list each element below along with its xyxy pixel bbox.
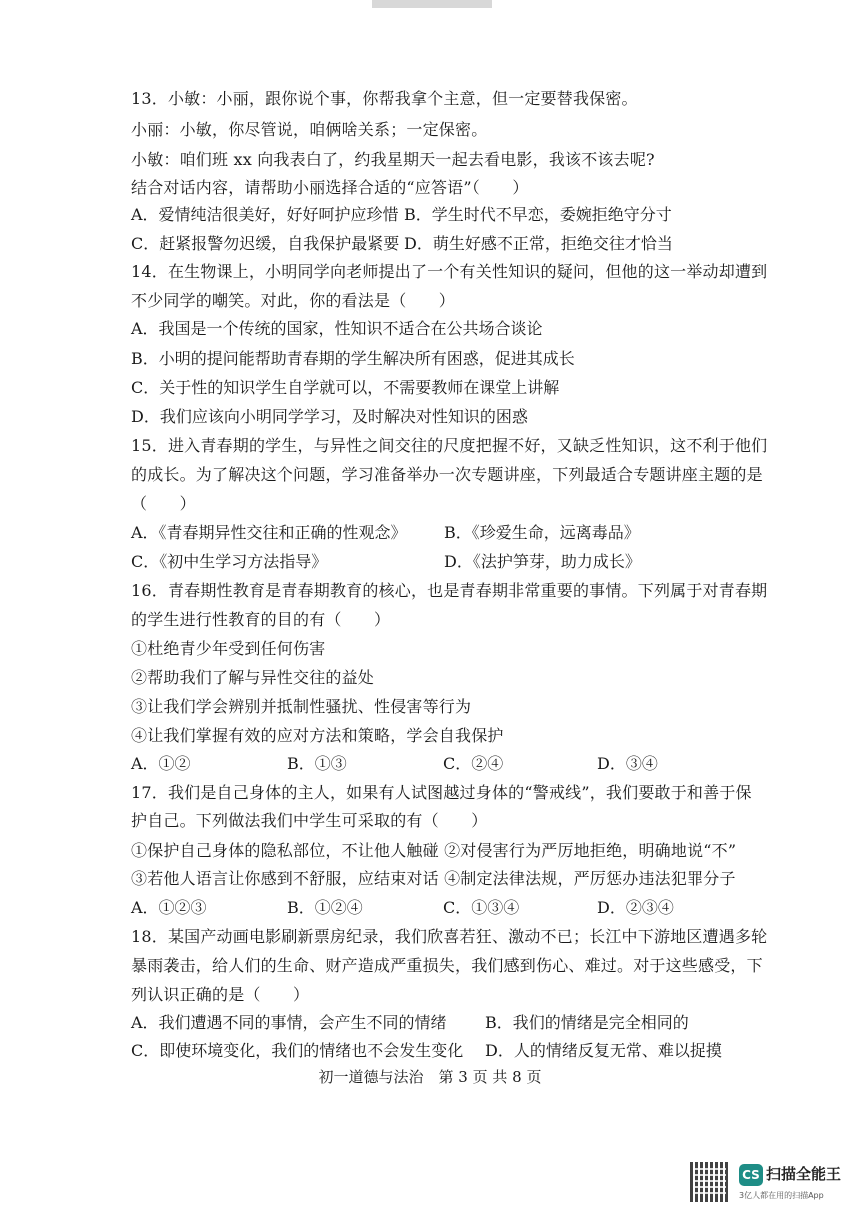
q16-item-4: ④让我们掌握有效的应对方法和策略，学会自我保护 <box>131 726 504 745</box>
q17-option-c: C．①③④ <box>443 898 520 917</box>
q15-option-b: B．《珍爱生命，远离毒品》 <box>444 523 640 542</box>
q16-item-2: ②帮助我们了解与异性交往的益处 <box>131 668 375 687</box>
q18-line-3: 列认识正确的是（ ） <box>131 985 310 1004</box>
q15-option-c: C．《初中生学习方法指导》 <box>131 552 328 571</box>
q18-line-2: 暴雨袭击，给人们的生命、财产造成严重损失，我们感到伤心、难过。对于这些感受，下 <box>131 956 763 975</box>
q18-option-c: C．即使环境变化，我们的情绪也不会发生变化 <box>131 1041 464 1060</box>
q17-line-4: ③若他人语言让你感到不舒服，应结束对话 ④制定法律法规，严厉惩办违法犯罪分子 <box>131 869 736 888</box>
q14-option-a: A．我国是一个传统的国家，性知识不适合在公共场合谈论 <box>131 319 543 338</box>
q16-line-1: 16．青春期性教育是青春期教育的核心，也是青春期非常重要的事情。下列属于对青春期 <box>131 581 768 600</box>
page-footer: 初一道德与法治 第 3 页 共 8 页 <box>318 1068 542 1086</box>
q16-option-a: A．①② <box>131 754 191 773</box>
q17-option-d: D．②③④ <box>597 898 674 917</box>
q16-option-c: C．②④ <box>443 754 504 773</box>
q15-line-1: 15．进入青春期的学生，与异性之间交往的尺度把握不好，又缺乏性知识，这不利于他们 <box>131 436 768 455</box>
q13-option-d: D．萌生好感不正常，拒绝交往才恰当 <box>404 234 673 253</box>
q14-option-c: C．关于性的知识学生自学就可以，不需要教师在课堂上讲解 <box>131 378 560 397</box>
q17-line-3: ①保护自己身体的隐私部位，不让他人触碰 ②对侵害行为严厉地拒绝，明确地说“不” <box>131 841 737 860</box>
q16-option-b: B．①③ <box>287 754 347 773</box>
scan-top-mark <box>372 0 492 8</box>
camscanner-logo-icon: CS <box>739 1164 763 1186</box>
q18-option-a: A．我们遭遇不同的事情，会产生不同的情绪 <box>131 1013 447 1032</box>
q14-option-b: B．小明的提问能帮助青春期的学生解决所有困惑，促进其成长 <box>131 349 575 368</box>
q13-option-c: C．赶紧报警勿迟缓，自我保护最紧要 <box>131 234 400 253</box>
q18-line-1: 18．某国产动画电影刷新票房纪录，我们欣喜若狂、激动不已；长江中下游地区遭遇多轮 <box>131 927 768 946</box>
q13-line-2: 小丽：小敏，你尽管说，咱俩啥关系；一定保密。 <box>131 120 488 139</box>
q14-line-2: 不少同学的嘲笑。对此，你的看法是（ ） <box>131 291 456 310</box>
q15-line-2: 的成长。为了解决这个问题，学习准备举办一次专题讲座，下列最适合专题讲座主题的是 <box>131 465 763 484</box>
q16-item-3: ③让我们学会辨别并抵制性骚扰、性侵害等行为 <box>131 697 472 716</box>
q16-item-1: ①杜绝青少年受到任何伤害 <box>131 639 326 658</box>
q15-option-a: A．《青春期异性交往和正确的性观念》 <box>131 523 407 542</box>
q15-line-3: （ ） <box>131 494 196 513</box>
q14-line-1: 14．在生物课上，小明同学向老师提出了一个有关性知识的疑问，但他的这一举动却遭到 <box>131 262 768 281</box>
q17-option-b: B．①②④ <box>287 898 363 917</box>
qr-code-icon <box>690 1162 730 1202</box>
q17-line-1: 17．我们是自己身体的主人，如果有人试图越过身体的“警戒线”，我们要敢于和善于保 <box>131 783 752 802</box>
q18-option-d: D．人的情绪反复无常、难以捉摸 <box>485 1041 722 1060</box>
q13-option-b: B．学生时代不早恋，委婉拒绝守分寸 <box>404 205 672 224</box>
q13-line-3: 小敏：咱们班 xx 向我表白了，约我星期天一起去看电影，我该不该去呢? <box>131 150 655 169</box>
q13-option-a: A．爱情纯洁很美好，好好呵护应珍惜 <box>131 205 399 224</box>
q14-option-d: D．我们应该向小明同学学习，及时解决对性知识的困惑 <box>131 407 528 426</box>
q13-line-1: 13．小敏：小丽，跟你说个事，你帮我拿个主意，但一定要替我保密。 <box>131 89 638 108</box>
q16-option-d: D．③④ <box>597 754 658 773</box>
q16-line-2: 的学生进行性教育的目的有（ ） <box>131 610 391 629</box>
q18-option-b: B．我们的情绪是完全相同的 <box>485 1013 689 1032</box>
q15-option-d: D．《法护笋芽，助力成长》 <box>444 552 641 571</box>
scanner-app-name: 扫描全能王 <box>766 1165 842 1183</box>
q13-line-4: 结合对话内容，请帮助小丽选择合适的“应答语”（ ） <box>131 178 529 197</box>
q17-option-a: A．①②③ <box>131 898 207 917</box>
q17-line-2: 护自己。下列做法我们中学生可采取的有（ ） <box>131 811 488 830</box>
scanner-tagline: 3亿人都在用的扫描App <box>739 1191 824 1200</box>
